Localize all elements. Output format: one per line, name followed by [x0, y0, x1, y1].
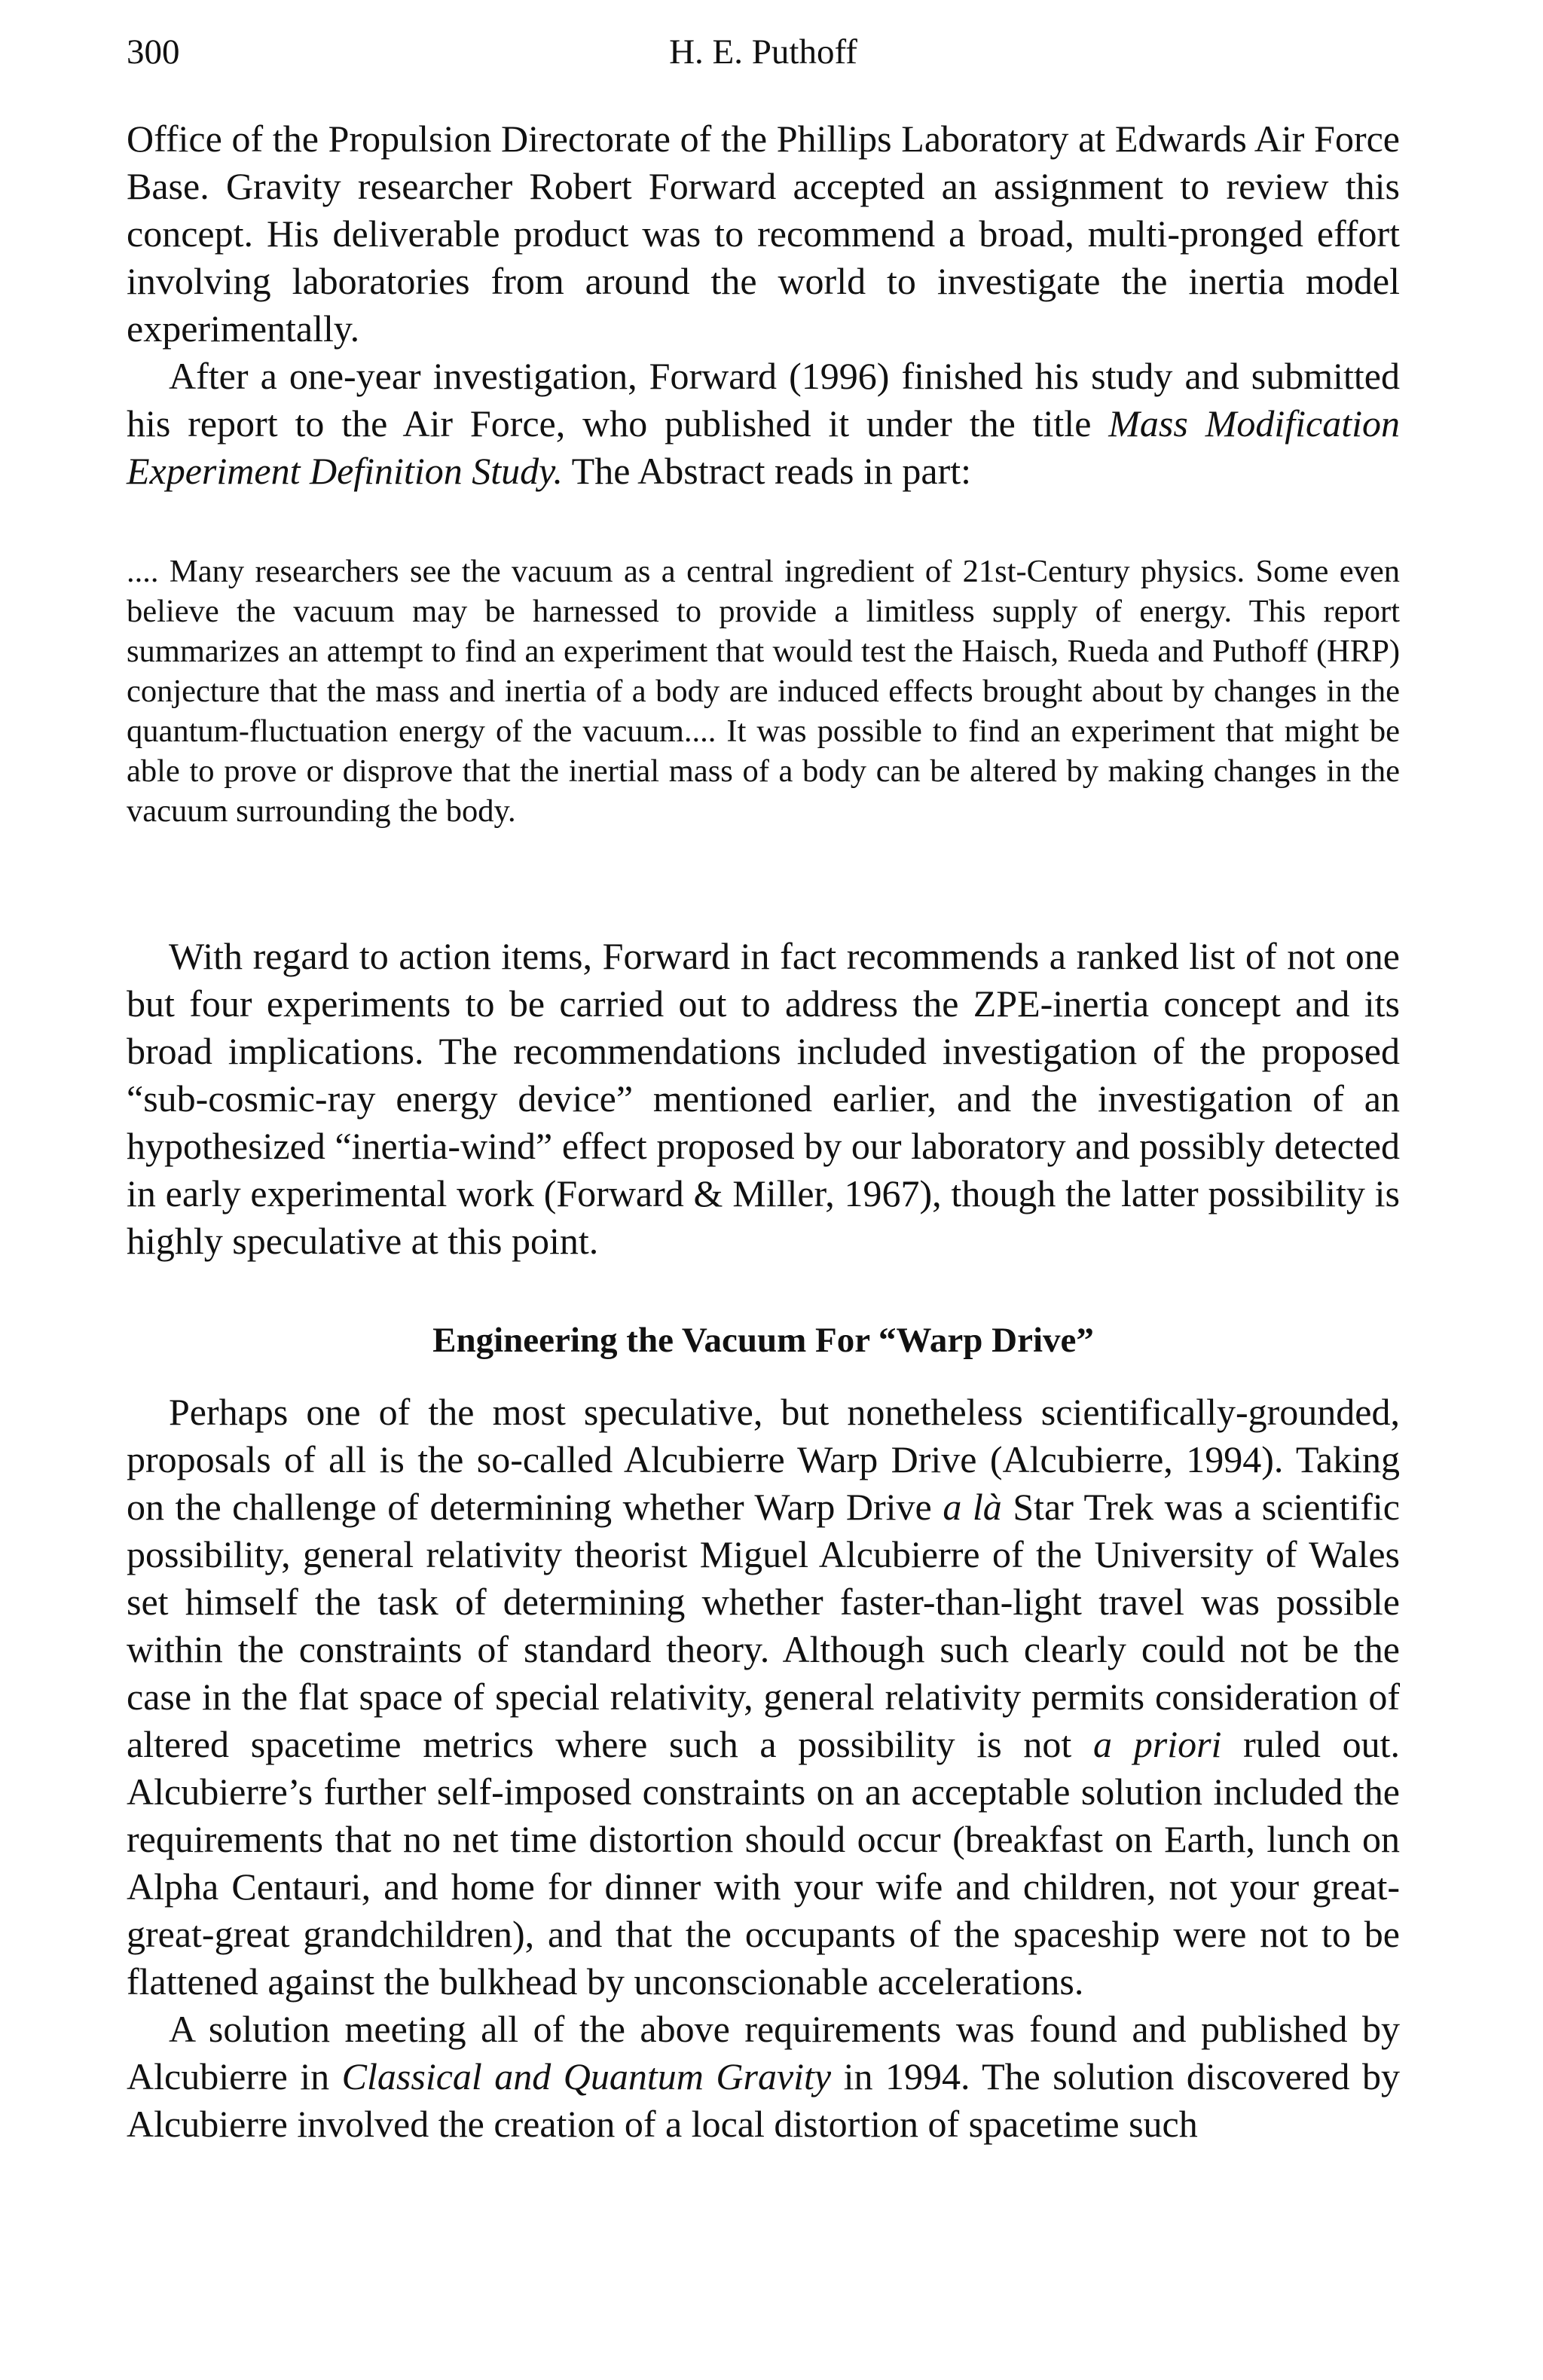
running-head-author: H. E. Puthoff — [669, 32, 857, 72]
section-heading-wrap — [127, 1317, 1400, 1364]
journal-title: Classical and Quantum Gravity — [341, 2055, 832, 2097]
body-text-bottom — [127, 1389, 1400, 2148]
body-text-top — [127, 115, 1400, 495]
quote-text: .... Many researchers see the vacuum as a central ingredient of 21st-Century physics. Some even believe the vacuum may be harnessed to provide a limitless supply of energy. This report summarizes an attempt to find an experiment that would test the Haisch, Rueda and Puthoff (HRP) conjecture that the mass and inertia of a body are induced effects brought about by changes in the quantum-fluctuation energy of the vacuum.... It was possible to find an experiment that might be able to prove or disprove that the inertial mass of a body can be altered by making changes in the vacuum surrounding the body. — [127, 554, 1400, 829]
abstract-quote — [127, 551, 1400, 831]
paragraph-3: With regard to action items, Forward in fact recommends a ranked list of not one but four experiments to be carried out to address the ZPE-inertia concept and its broad implications. The recommendations included investigation of the proposed “sub-cosmic-ray energy device” mentioned earlier, and the investigation of an hypothesized “inertia-wind” effect proposed by our laboratory and possibly detected in early experimental work (Forward & Miller, 1967), though the latter possibility is highly speculative at this point. — [127, 935, 1400, 1262]
running-head — [127, 32, 1400, 77]
paragraph-4: Perhaps one of the most speculative, but nonetheless scientifically-grounded, proposals of all is the so-called Alcubierre Warp Drive (Alcubierre, 1994). Taking on the challenge of determining whether Warp Drive a là Star Trek was a scientific possibility, general relativity theorist Miguel Alcubierre of the University of Wales set himself the task of determining whether faster-than-light travel was possible within the constraints of standard theory. Although such clearly could not be the case in the flat space of special relativity, general relativity permits consideration of altered spacetime metrics where such a possibility is not a priori ruled out. Alcubierre’s further self-imposed constraints on an acceptable solution included the requirements that no net time distortion should occur (breakfast on Earth, lunch on Alpha Centauri, and home for dinner with your wife and children, not your great-great-great grandchildren), and that the occupants of the spaceship were not to be flattened against the bulkhead by unconscionable accelerations. — [127, 1391, 1400, 2003]
report-title: Mass Modification Experiment Definition Study. — [127, 402, 1400, 492]
page-number: 300 — [127, 32, 180, 72]
body-text-middle — [127, 933, 1400, 1265]
paragraph-5: A solution meeting all of the above requirements was found and published by Alcubierre in Classical and Quantum Gravity in 1994. The solution discovered by Alcubierre involved the creation of a local distortion of spacetime such — [127, 2008, 1400, 2145]
paragraph-2: After a one-year investigation, Forward (1996) finished his study and submitted his report to the Air Force, who published it under the title Mass Modification Experiment Definition Study. The Abstract reads in part: — [127, 355, 1400, 492]
section-heading: Engineering the Vacuum For “Warp Drive” — [432, 1321, 1094, 1360]
paragraph-1: Office of the Propulsion Directorate of the Phillips Laboratory at Edwards Air Force Base. Gravity researcher Robert Forward accepted an assignment to review this concept. His deliverable product was to recommend a broad, multi-pronged effort involving laboratories from around the world to investigate the inertia model experimentally. — [127, 118, 1400, 350]
